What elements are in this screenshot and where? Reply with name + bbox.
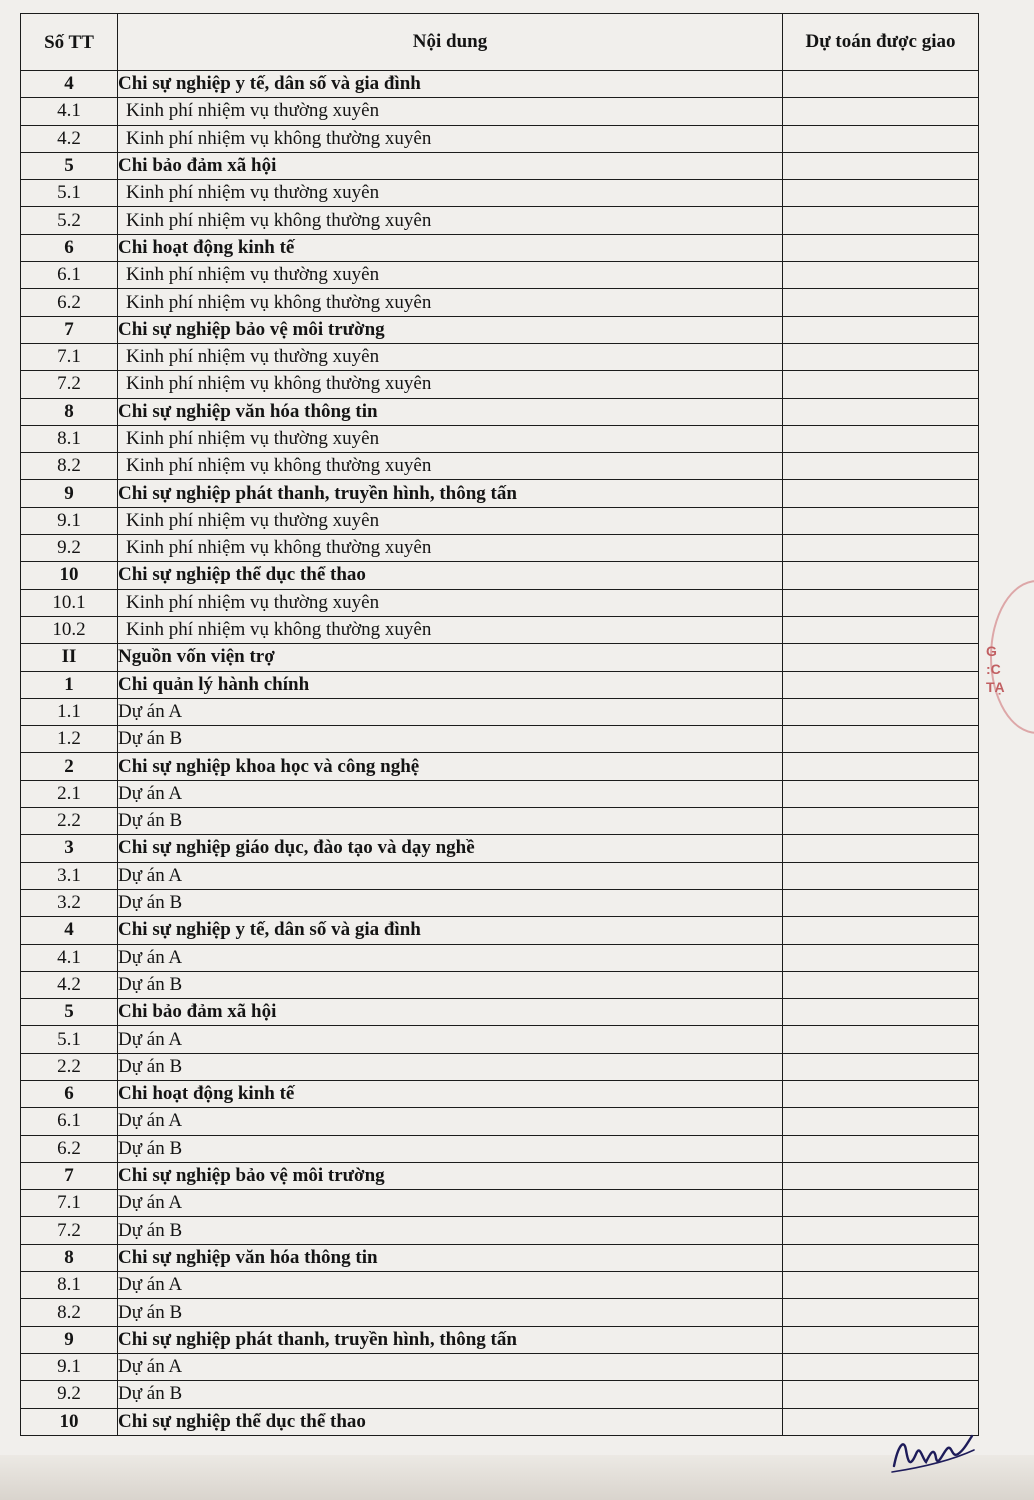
row-budget-cell: [783, 753, 979, 780]
row-content: Kinh phí nhiệm vụ không thường xuyên: [118, 289, 783, 316]
table-row: [21, 780, 979, 807]
row-budget-cell: [783, 316, 979, 343]
row-budget-cell: [783, 535, 979, 562]
row-number: 8: [21, 1244, 118, 1271]
row-number: 4.2: [21, 971, 118, 998]
row-budget-cell: [783, 98, 979, 125]
table-row: [21, 726, 979, 753]
row-number: 2.2: [21, 1053, 118, 1080]
row-content: Kinh phí nhiệm vụ thường xuyên: [118, 507, 783, 534]
table-row: [21, 698, 979, 725]
row-budget-cell: [783, 1080, 979, 1107]
row-number: 8.2: [21, 1299, 118, 1326]
row-budget-cell: [783, 616, 979, 643]
row-number: 9.1: [21, 1353, 118, 1380]
row-number: 5: [21, 152, 118, 179]
table-row: [21, 917, 979, 944]
table-row: [21, 1080, 979, 1107]
row-content: Dự án B: [118, 1135, 783, 1162]
table-row: [21, 98, 979, 125]
row-content: Kinh phí nhiệm vụ thường xuyên: [118, 180, 783, 207]
row-number: 4.2: [21, 125, 118, 152]
row-number: 10: [21, 562, 118, 589]
row-budget-cell: [783, 234, 979, 261]
row-number: 2: [21, 753, 118, 780]
row-content: Chi sự nghiệp bảo vệ môi trường: [118, 316, 783, 343]
table-row: [21, 1326, 979, 1353]
row-number: 4: [21, 917, 118, 944]
row-content: Dự án A: [118, 780, 783, 807]
table-row: [21, 1053, 979, 1080]
row-content: Chi sự nghiệp văn hóa thông tin: [118, 1244, 783, 1271]
row-number: 7: [21, 1162, 118, 1189]
table-header-row: [21, 14, 979, 71]
row-content: Kinh phí nhiệm vụ không thường xuyên: [118, 453, 783, 480]
row-content: Dự án B: [118, 1053, 783, 1080]
row-number: 1.1: [21, 698, 118, 725]
row-budget-cell: [783, 644, 979, 671]
table-row: [21, 71, 979, 98]
row-content: Chi sự nghiệp bảo vệ môi trường: [118, 1162, 783, 1189]
row-content: Chi sự nghiệp phát thanh, truyền hình, thông tấn: [118, 1326, 783, 1353]
table-row: [21, 453, 979, 480]
row-budget-cell: [783, 589, 979, 616]
row-content: Dự án A: [118, 862, 783, 889]
row-content: Kinh phí nhiệm vụ không thường xuyên: [118, 207, 783, 234]
row-budget-cell: [783, 562, 979, 589]
row-budget-cell: [783, 1108, 979, 1135]
row-budget-cell: [783, 125, 979, 152]
row-number: 8.2: [21, 453, 118, 480]
row-content: Kinh phí nhiệm vụ không thường xuyên: [118, 125, 783, 152]
page-bottom-shadow: [0, 1455, 1034, 1500]
row-number: 10: [21, 1408, 118, 1435]
row-budget-cell: [783, 671, 979, 698]
row-budget-cell: [783, 1217, 979, 1244]
row-content: Chi sự nghiệp y tế, dân số và gia đình: [118, 71, 783, 98]
row-budget-cell: [783, 425, 979, 452]
row-budget-cell: [783, 1190, 979, 1217]
row-content: Dự án B: [118, 971, 783, 998]
row-content: Dự án A: [118, 1026, 783, 1053]
table-row: [21, 425, 979, 452]
header-no: Số TT: [21, 14, 118, 71]
row-content: Chi bảo đảm xã hội: [118, 152, 783, 179]
table-row: [21, 671, 979, 698]
row-number: 6.1: [21, 1108, 118, 1135]
table-row: [21, 1162, 979, 1189]
row-content: Kinh phí nhiệm vụ không thường xuyên: [118, 616, 783, 643]
table-row: [21, 589, 979, 616]
table-row: [21, 616, 979, 643]
row-budget-cell: [783, 71, 979, 98]
table-row: [21, 1408, 979, 1435]
table-row: [21, 644, 979, 671]
row-budget-cell: [783, 1026, 979, 1053]
row-budget-cell: [783, 1244, 979, 1271]
handwritten-signature: [888, 1428, 978, 1478]
row-content: Kinh phí nhiệm vụ thường xuyên: [118, 262, 783, 289]
table-row: [21, 1299, 979, 1326]
table-row: [21, 1135, 979, 1162]
row-content: Dự án B: [118, 1217, 783, 1244]
table-row: [21, 835, 979, 862]
table-row: [21, 480, 979, 507]
row-budget-cell: [783, 207, 979, 234]
row-number: 3.1: [21, 862, 118, 889]
table-row: [21, 207, 979, 234]
table-row: [21, 289, 979, 316]
row-content: Dự án B: [118, 726, 783, 753]
row-content: Dự án A: [118, 1272, 783, 1299]
seal-text: G :C TẠ: [986, 643, 1005, 695]
row-number: 1: [21, 671, 118, 698]
header-content: Nội dung: [118, 14, 783, 71]
row-content: Dự án B: [118, 1299, 783, 1326]
table-row: [21, 808, 979, 835]
row-content: Chi hoạt động kinh tế: [118, 1080, 783, 1107]
table-row: [21, 944, 979, 971]
row-budget-cell: [783, 1353, 979, 1380]
row-budget-cell: [783, 398, 979, 425]
row-number: 6.2: [21, 1135, 118, 1162]
row-number: 6: [21, 234, 118, 261]
row-budget-cell: [783, 999, 979, 1026]
row-number: 7.2: [21, 1217, 118, 1244]
row-content: Dự án B: [118, 1381, 783, 1408]
row-content: Chi bảo đảm xã hội: [118, 999, 783, 1026]
row-number: 4.1: [21, 98, 118, 125]
row-number: 6.1: [21, 262, 118, 289]
row-budget-cell: [783, 944, 979, 971]
table-row: [21, 1217, 979, 1244]
budget-table: [20, 13, 979, 1436]
table-row: [21, 316, 979, 343]
table-row: [21, 1381, 979, 1408]
table-row: [21, 1108, 979, 1135]
table-row: [21, 371, 979, 398]
row-number: 4: [21, 71, 118, 98]
row-content: Chi sự nghiệp khoa học và công nghệ: [118, 753, 783, 780]
table-row: [21, 1026, 979, 1053]
row-number: 9.2: [21, 1381, 118, 1408]
row-number: 2.1: [21, 780, 118, 807]
row-budget-cell: [783, 726, 979, 753]
row-number: 9.2: [21, 535, 118, 562]
table-row: [21, 889, 979, 916]
table-row: [21, 152, 979, 179]
row-number: 3.2: [21, 889, 118, 916]
row-content: Chi sự nghiệp thể dục thể thao: [118, 1408, 783, 1435]
row-content: Dự án A: [118, 944, 783, 971]
row-budget-cell: [783, 371, 979, 398]
row-content: Kinh phí nhiệm vụ không thường xuyên: [118, 371, 783, 398]
row-budget-cell: [783, 343, 979, 370]
header-budget: Dự toán được giao: [783, 14, 979, 71]
row-number: 6: [21, 1080, 118, 1107]
row-number: 7: [21, 316, 118, 343]
row-content: Dự án A: [118, 1190, 783, 1217]
row-budget-cell: [783, 1381, 979, 1408]
table-row: [21, 1272, 979, 1299]
row-budget-cell: [783, 507, 979, 534]
row-content: Chi sự nghiệp thể dục thể thao: [118, 562, 783, 589]
table-row: [21, 507, 979, 534]
row-number: 7.2: [21, 371, 118, 398]
row-number: 5.1: [21, 1026, 118, 1053]
row-number: 3: [21, 835, 118, 862]
row-budget-cell: [783, 1272, 979, 1299]
table-row: [21, 398, 979, 425]
row-budget-cell: [783, 835, 979, 862]
table-row: [21, 234, 979, 261]
table-row: [21, 999, 979, 1026]
table-row: [21, 535, 979, 562]
row-number: 1.2: [21, 726, 118, 753]
row-budget-cell: [783, 917, 979, 944]
row-budget-cell: [783, 262, 979, 289]
row-budget-cell: [783, 808, 979, 835]
row-budget-cell: [783, 1326, 979, 1353]
row-content: Dự án B: [118, 808, 783, 835]
row-content: Kinh phí nhiệm vụ thường xuyên: [118, 343, 783, 370]
row-number: 6.2: [21, 289, 118, 316]
table-row: [21, 262, 979, 289]
row-number: 10.2: [21, 616, 118, 643]
table-row: [21, 562, 979, 589]
row-number: 9.1: [21, 507, 118, 534]
table-body: [21, 71, 979, 1436]
row-budget-cell: [783, 862, 979, 889]
row-number: 4.1: [21, 944, 118, 971]
row-budget-cell: [783, 1053, 979, 1080]
row-budget-cell: [783, 780, 979, 807]
row-content: Dự án A: [118, 698, 783, 725]
row-content: Chi sự nghiệp văn hóa thông tin: [118, 398, 783, 425]
row-budget-cell: [783, 289, 979, 316]
row-content: Chi hoạt động kinh tế: [118, 234, 783, 261]
row-number: 9: [21, 1326, 118, 1353]
row-number: 8.1: [21, 1272, 118, 1299]
row-content: Dự án A: [118, 1108, 783, 1135]
table-row: [21, 180, 979, 207]
row-content: Nguồn vốn viện trợ: [118, 644, 783, 671]
row-number: II: [21, 644, 118, 671]
table-row: [21, 343, 979, 370]
row-content: Dự án A: [118, 1353, 783, 1380]
table-row: [21, 862, 979, 889]
row-number: 2.2: [21, 808, 118, 835]
row-budget-cell: [783, 152, 979, 179]
table-row: [21, 1244, 979, 1271]
row-budget-cell: [783, 1135, 979, 1162]
row-content: Dự án B: [118, 889, 783, 916]
red-seal-stamp: [982, 580, 1034, 730]
row-number: 5: [21, 999, 118, 1026]
row-budget-cell: [783, 1162, 979, 1189]
table-row: [21, 1353, 979, 1380]
table-row: [21, 1190, 979, 1217]
row-number: 7.1: [21, 343, 118, 370]
row-content: Chi quản lý hành chính: [118, 671, 783, 698]
row-budget-cell: [783, 480, 979, 507]
row-content: Kinh phí nhiệm vụ thường xuyên: [118, 425, 783, 452]
row-number: 8.1: [21, 425, 118, 452]
row-number: 10.1: [21, 589, 118, 616]
row-content: Chi sự nghiệp y tế, dân số và gia đình: [118, 917, 783, 944]
row-budget-cell: [783, 698, 979, 725]
row-number: 5.1: [21, 180, 118, 207]
row-budget-cell: [783, 180, 979, 207]
row-content: Chi sự nghiệp giáo dục, đào tạo và dạy nghề: [118, 835, 783, 862]
table-row: [21, 125, 979, 152]
row-content: Chi sự nghiệp phát thanh, truyền hình, thông tấn: [118, 480, 783, 507]
row-number: 7.1: [21, 1190, 118, 1217]
row-budget-cell: [783, 1299, 979, 1326]
table-row: [21, 753, 979, 780]
row-budget-cell: [783, 971, 979, 998]
table-row: [21, 971, 979, 998]
row-content: Kinh phí nhiệm vụ thường xuyên: [118, 98, 783, 125]
row-number: 8: [21, 398, 118, 425]
row-content: Kinh phí nhiệm vụ thường xuyên: [118, 589, 783, 616]
row-number: 5.2: [21, 207, 118, 234]
row-content: Kinh phí nhiệm vụ không thường xuyên: [118, 535, 783, 562]
row-budget-cell: [783, 453, 979, 480]
row-number: 9: [21, 480, 118, 507]
row-budget-cell: [783, 889, 979, 916]
